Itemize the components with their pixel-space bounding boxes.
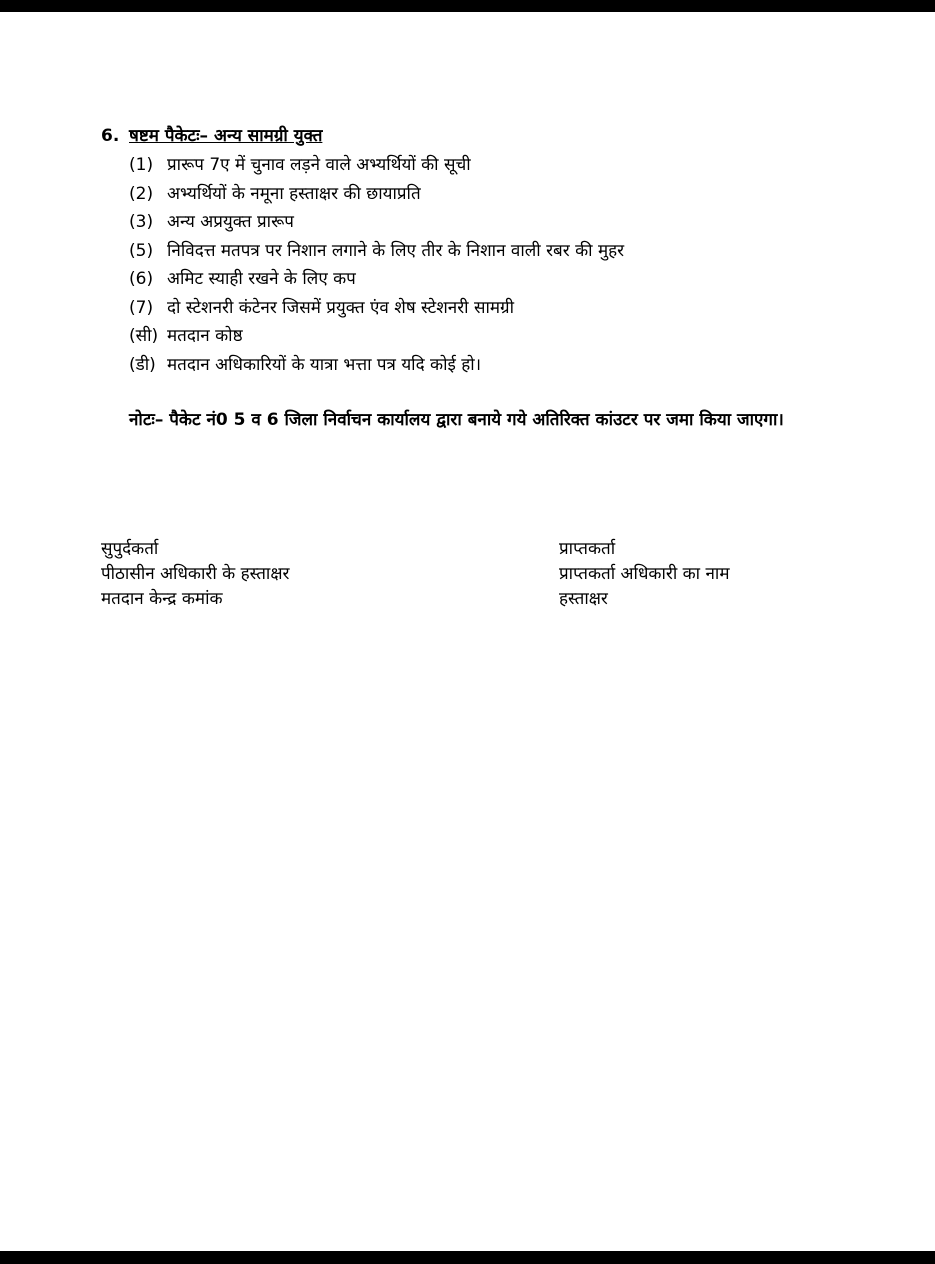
top-border-bar (0, 0, 935, 12)
note-paragraph: नोटः– पैकेट नं0 5 व 6 जिला निर्वाचन कार्यालय द्वारा बनाये गये अतिरिक्त कांउटर पर जमा किया जाएगा। (129, 410, 784, 430)
item-marker: (2) (129, 183, 154, 204)
item-marker: (सी) (129, 326, 159, 346)
item-marker: (1) (129, 155, 154, 175)
item-marker: (3) (129, 212, 154, 232)
item-text: अभ्यर्थियों के नमूना हस्ताक्षर की छायाप्रति (167, 183, 421, 204)
receiver-signature-label: हस्ताक्षर (559, 589, 608, 609)
item-text: अमिट स्याही रखने के लिए कप (167, 269, 356, 289)
item-text: मतदान अधिकारियों के यात्रा भत्ता पत्र यदि कोई हो। (167, 354, 482, 375)
presiding-officer-signature-label: पीठासीन अधिकारी के हस्ताक्षर (101, 564, 290, 584)
item-text: अन्य अप्रयुक्त प्रारूप (167, 212, 294, 232)
sender-label: सुपुर्दकर्ता (101, 539, 159, 559)
section-title: षष्टम पैकेटः– अन्य सामग्री युक्त (129, 126, 323, 146)
item-text: दो स्टेशनरी कंटेनर जिसमें प्रयुक्त एंव शेष स्टेशनरी सामग्री (167, 297, 515, 318)
list-item (129, 152, 624, 181)
item-text: प्रारूप 7ए में चुनाव लड़ने वाले अभ्यर्थियों की सूची (167, 155, 471, 175)
bottom-border-bar (0, 1251, 935, 1264)
list-item (129, 323, 624, 352)
receiving-officer-name-label: प्राप्तकर्ता अधिकारी का नाम (559, 564, 730, 584)
signature-block-receiver (559, 537, 730, 612)
item-marker: (7) (129, 297, 154, 318)
section-heading (101, 124, 322, 148)
list-item (129, 238, 624, 267)
list-item (129, 209, 624, 238)
list-item (129, 352, 624, 381)
signature-block-sender (101, 537, 289, 612)
item-text: मतदान कोष्ठ (167, 326, 243, 346)
section-number: 6. (101, 126, 120, 146)
item-marker: (5) (129, 240, 154, 261)
item-text: निविदत्त मतपत्र पर निशान लगाने के लिए तीर के निशान वाली रबर की मुहर (167, 240, 625, 261)
list-item (129, 295, 624, 324)
polling-station-number-label: मतदान केन्द्र कमांक (101, 589, 223, 609)
list-item (129, 181, 624, 210)
receiver-label: प्राप्तकर्ता (559, 539, 616, 559)
item-marker: (6) (129, 269, 154, 289)
list-item (129, 266, 624, 295)
item-marker: (डी) (129, 354, 156, 375)
item-list (129, 152, 624, 380)
